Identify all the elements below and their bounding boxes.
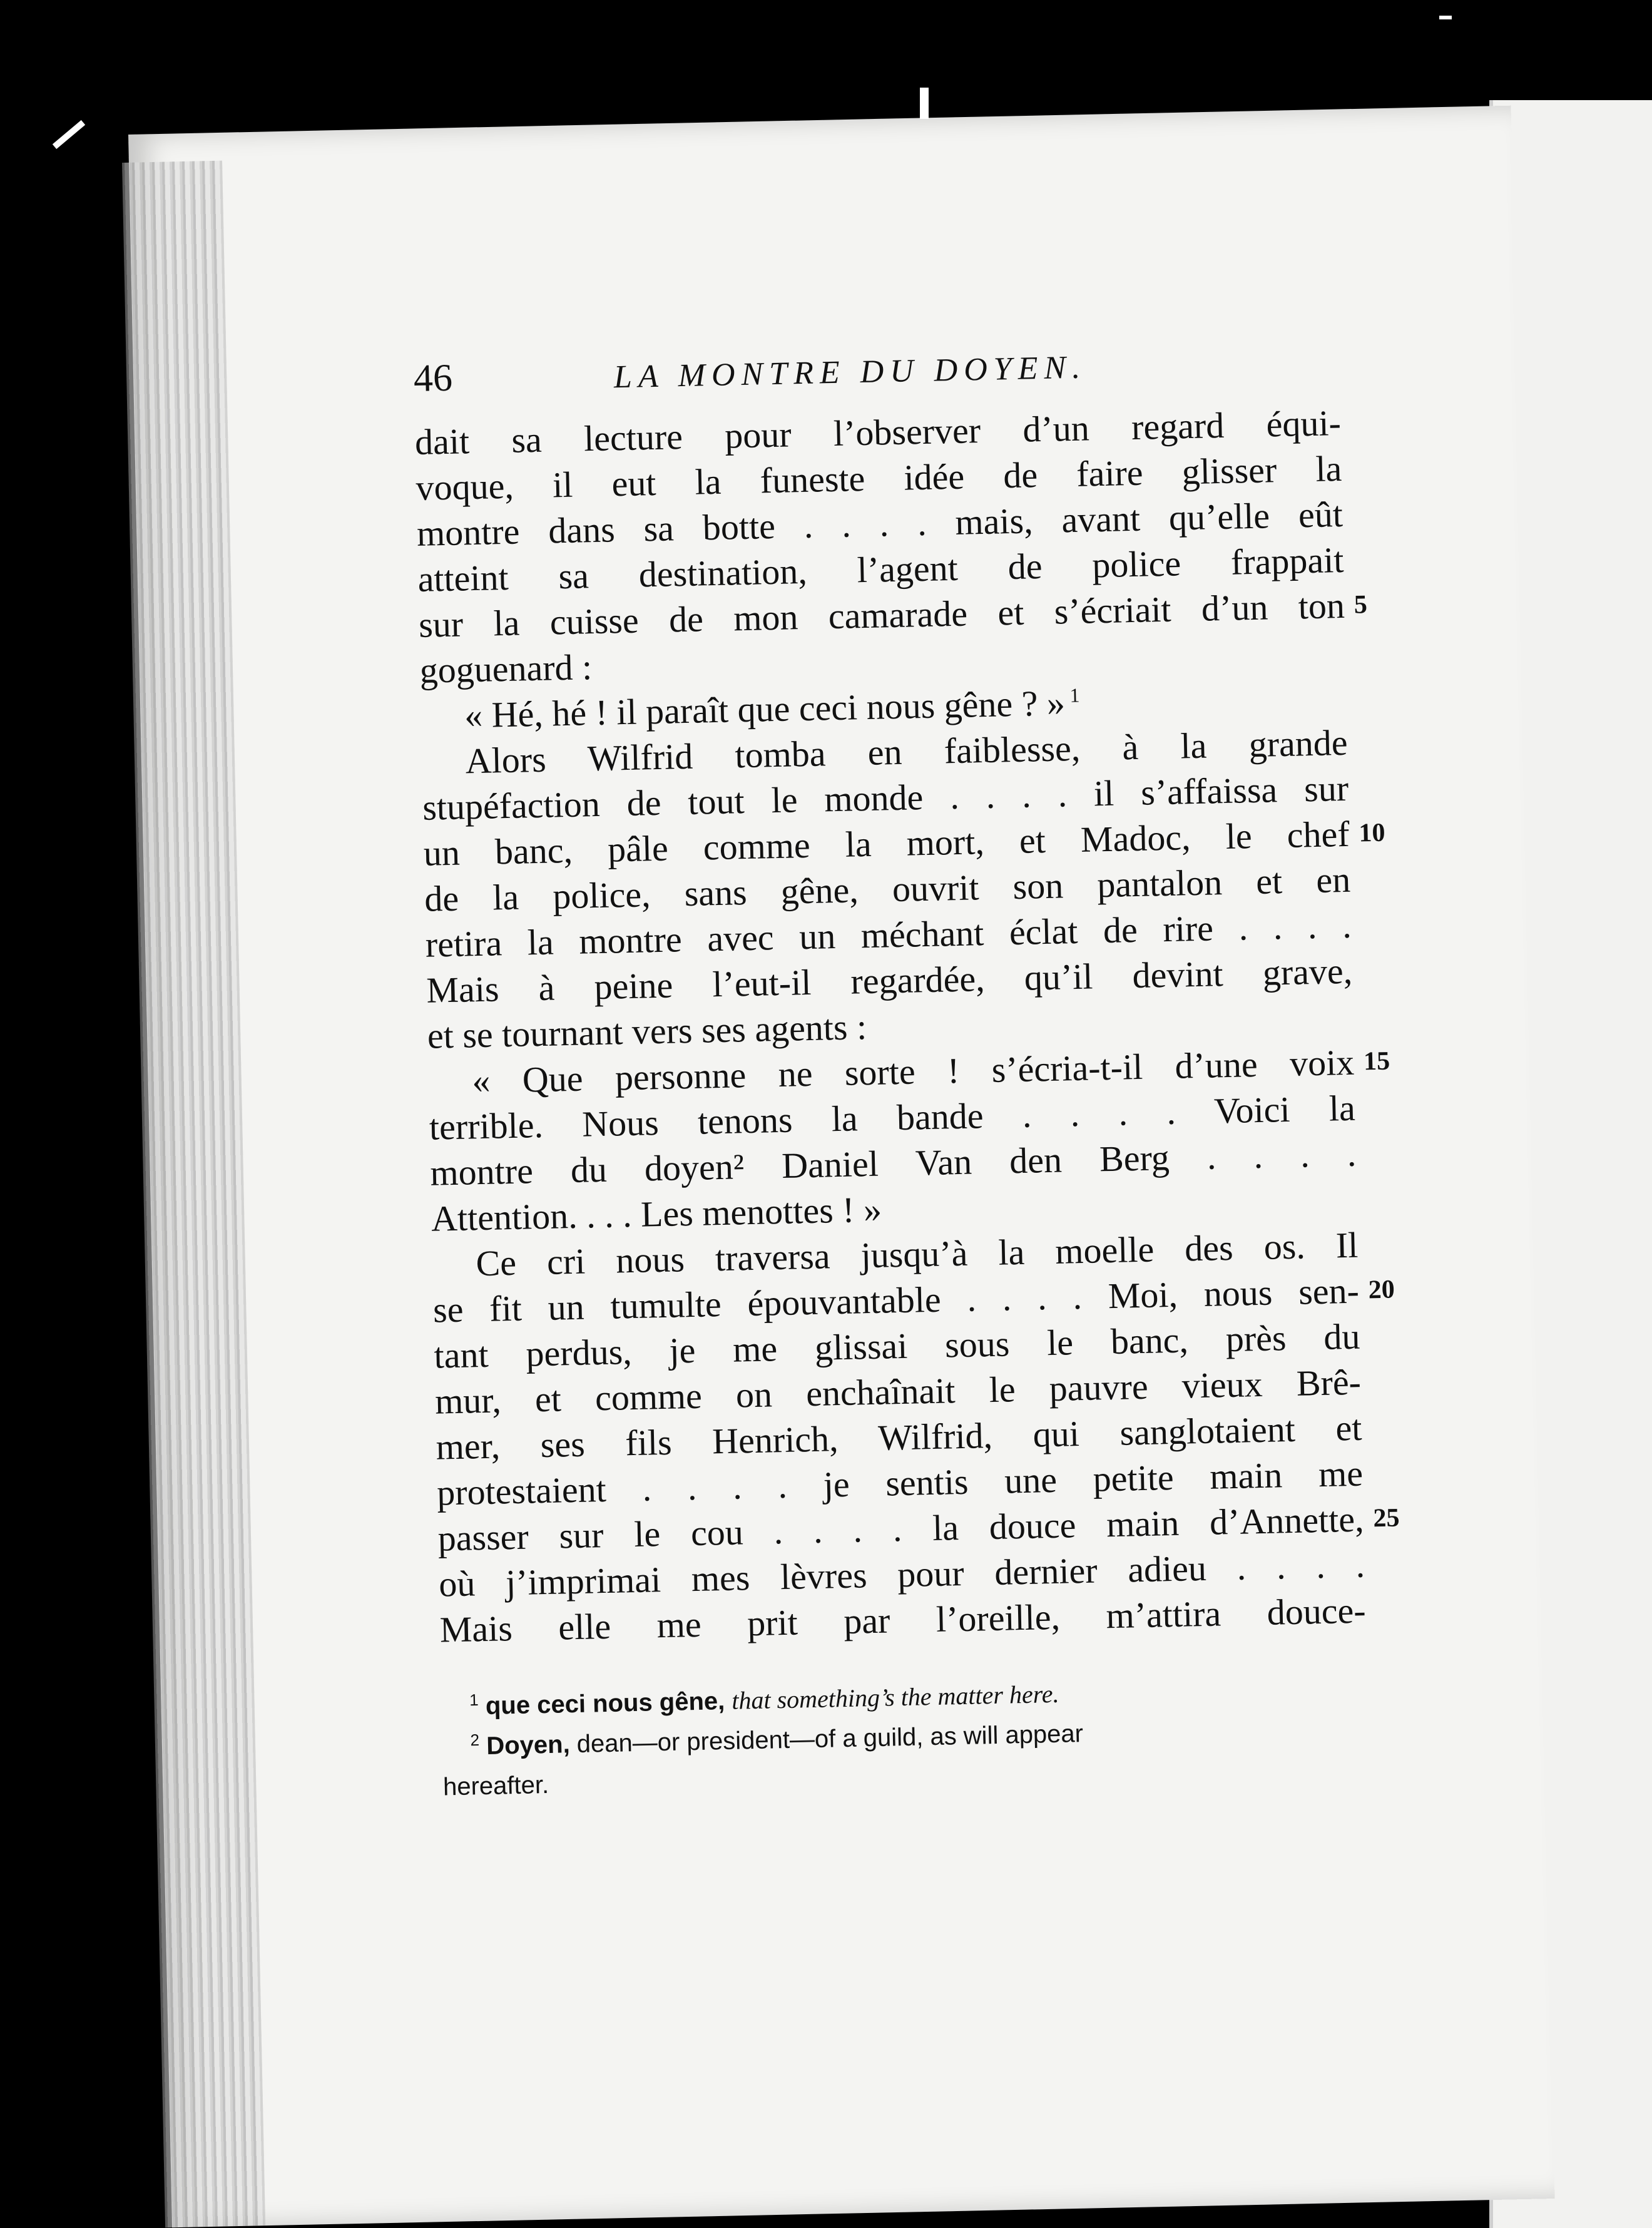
text-line-content: stupéfaction de tout le monde . . . . il s’affaissa sur — [422, 767, 1349, 828]
running-title: LA MONTRE DU DOYEN. — [613, 349, 1087, 396]
text-line-content: sur la cuisse de mon camarade et s’écriait d’un ton — [418, 585, 1345, 645]
text-line-content: un banc, pâle comme la mort, et Madoc, le chef — [423, 813, 1350, 874]
text-line-content: passer sur le cou . . . . la douce main d’Annette, — [437, 1498, 1365, 1559]
text-line-content: terrible. Nous tenons la bande . . . . Voici la — [429, 1087, 1356, 1148]
line-number: 25 — [1372, 1503, 1400, 1533]
footnote-gloss: hereafter. — [442, 1771, 549, 1801]
footnote-mark: 1 — [469, 1690, 479, 1710]
footnote-gloss: dean—or president—of a guild, as will appear — [576, 1720, 1084, 1759]
text-line-content: et se tournant vers ses agents : — [427, 1006, 867, 1056]
text-line-content: Alors Wilfrid tomba en faiblesse, à la grande — [465, 722, 1349, 782]
text-line-content: Attention. . . . Les menottes ! » — [431, 1188, 882, 1239]
text-line-content: mur, et comme on enchaînait le pauvre vieux Brê- — [434, 1361, 1362, 1422]
text-line-content: « Hé, hé ! il paraît que ceci nous gêne ? » $^1$ — [464, 682, 1080, 736]
line-number: 10 — [1359, 818, 1385, 848]
text-line-content: où j’imprimai mes lèvres pour dernier adieu . . . . — [438, 1544, 1365, 1605]
footnotes — [441, 1668, 1370, 1807]
page-number: 46 — [413, 356, 453, 400]
text-line-content: Mais elle me prit par l’oreille, m’attira douce- — [439, 1590, 1367, 1650]
line-number: 5 — [1354, 590, 1368, 620]
scan-speck — [53, 120, 85, 149]
text-line-content: tant perdus, je me glissai sous le banc, près du — [433, 1316, 1360, 1376]
footnote-ref: 1 — [1064, 684, 1080, 707]
text-line-content: dait sa lecture pour l’observer d’un regard équi- — [414, 402, 1342, 462]
scan-speck — [1439, 16, 1452, 19]
text-line-content: protestaient . . . . je sentis une petite main me — [436, 1453, 1364, 1513]
footnote-term: Doyen, — [486, 1730, 571, 1760]
text-block — [413, 331, 1400, 1807]
text-line-content: se fit un tumulte épouvantable . . . . Moi, nous sen- — [432, 1270, 1360, 1331]
text-line-content: goguenard : — [419, 646, 593, 691]
body-text — [414, 400, 1400, 1653]
text-line-content: de la police, sans gêne, ouvrit son pantalon et en — [424, 859, 1351, 919]
line-number: 20 — [1368, 1275, 1395, 1305]
footnote-term: que ceci nous gêne, — [485, 1687, 725, 1720]
text-line-content: « Que personne ne sorte ! s’écria-t-il d’une voix — [471, 1041, 1355, 1101]
text-line-content: montre dans sa botte . . . . mais, avant qu’elle eût — [416, 493, 1344, 554]
footnote-mark: 2 — [470, 1730, 480, 1750]
scan-speck — [920, 88, 929, 119]
text-line-content: voque, il eut la funeste idée de faire glisser la — [415, 447, 1342, 508]
text-line-content: mer, ses fils Henrich, Wilfrid, qui sanglotaient et — [436, 1407, 1363, 1468]
text-line-content: montre du doyen² Daniel Van den Berg . . . . — [429, 1133, 1357, 1193]
footnote-gloss: that something’s the matter here. — [731, 1679, 1059, 1715]
text-line-content: Mais à peine l’eut-il regardée, qu’il devint grave, — [426, 950, 1353, 1011]
line-number: 15 — [1363, 1046, 1390, 1076]
text-line-content: retira la montre avec un méchant éclat de rire . . . . — [425, 904, 1352, 965]
text-line-content: atteint sa destination, l’agent de police frappait — [417, 539, 1345, 600]
text-line-content: Ce cri nous traversa jusqu’à la moelle des os. Il — [475, 1224, 1359, 1284]
